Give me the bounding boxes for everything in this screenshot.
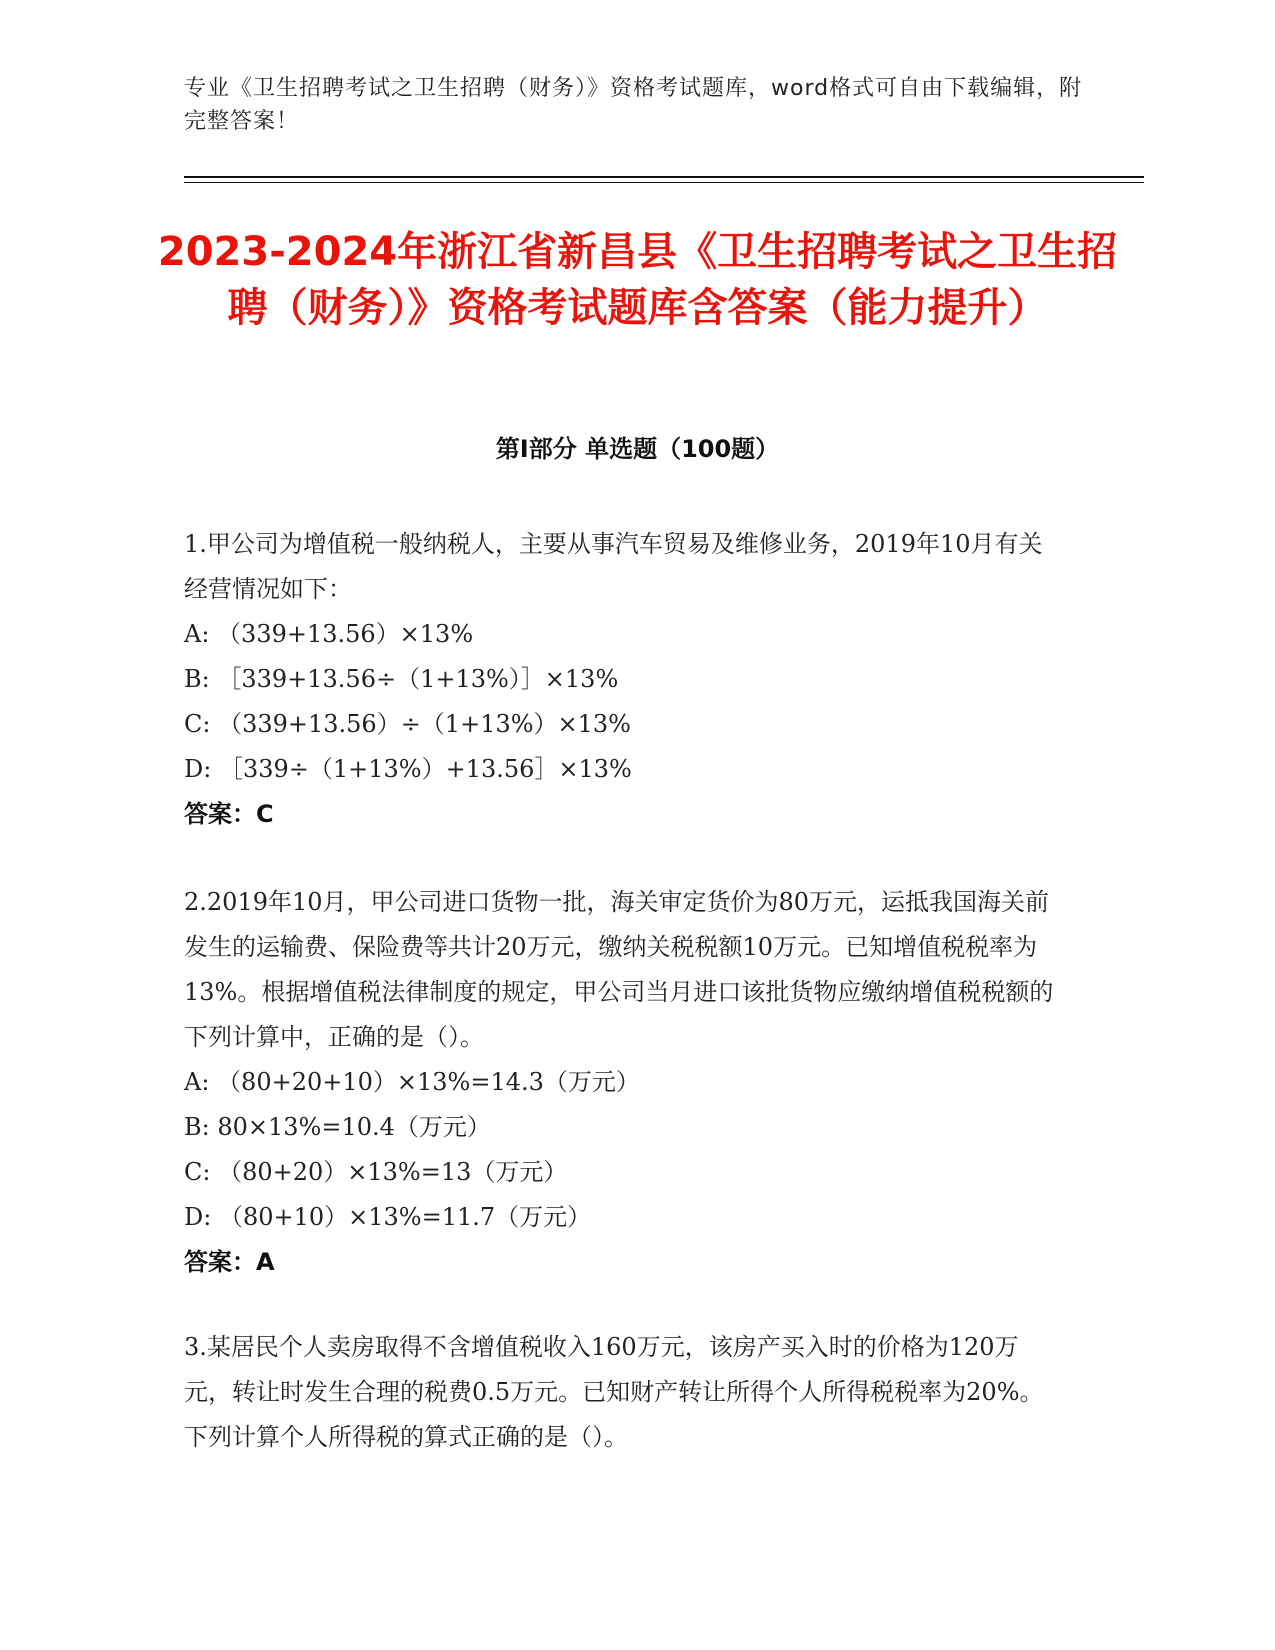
question-1 <box>184 522 1064 837</box>
option-b: B: ［339+13.56÷（1+13%）］×13% <box>184 665 619 693</box>
answer-label: 答案：C <box>184 800 274 828</box>
option-d: D: （80+10）×13%=11.7（万元） <box>184 1203 592 1231</box>
option-c: C: （80+20）×13%=13（万元） <box>184 1158 568 1186</box>
header-divider-thin <box>184 182 1144 183</box>
question-2 <box>184 880 1064 1285</box>
header-divider <box>184 176 1144 178</box>
question-stem: 3.某居民个人卖房取得不含增值税收入160万元，该房产买入时的价格为120万元，转让时发生合理的税费0.5万元。已知财产转让所得个人所得税税率为20%。下列计算个人所得税的算式正确的是（）。 <box>184 1333 1044 1451</box>
option-a: A: （80+20+10）×13%=14.3（万元） <box>184 1068 640 1096</box>
question-3 <box>184 1325 1064 1460</box>
option-a: A: （339+13.56）×13% <box>184 620 474 648</box>
option-d: D: ［339÷（1+13%）+13.56］×13% <box>184 755 632 783</box>
header-note: 专业《卫生招聘考试之卫生招聘（财务）》资格考试题库，word格式可自由下载编辑，附完整答案！ <box>184 76 1083 134</box>
answer-label: 答案：A <box>184 1248 275 1276</box>
question-stem: 1.甲公司为增值税一般纳税人，主要从事汽车贸易及维修业务，2019年10月有关经营情况如下： <box>184 530 1043 603</box>
section-title: 第Ⅰ部分 单选题（100题） <box>495 435 780 463</box>
question-stem: 2.2019年10月，甲公司进口货物一批，海关审定货价为80万元，运抵我国海关前发生的运输费、保险费等共计20万元，缴纳关税税额10万元。已知增值税税率为13%。根据增值税法律制度的规定，甲公司当月进口该批货物应缴纳增值税税额的下列计算中，正确的是（）。 <box>184 888 1054 1051</box>
option-b: B: 80×13%=10.4（万元） <box>184 1113 491 1141</box>
option-c: C: （339+13.56）÷（1+13%）×13% <box>184 710 631 738</box>
document-title: 2023-2024年浙江省新昌县《卫生招聘考试之卫生招聘（财务）》资格考试题库含答案（能力提升） <box>157 229 1118 331</box>
